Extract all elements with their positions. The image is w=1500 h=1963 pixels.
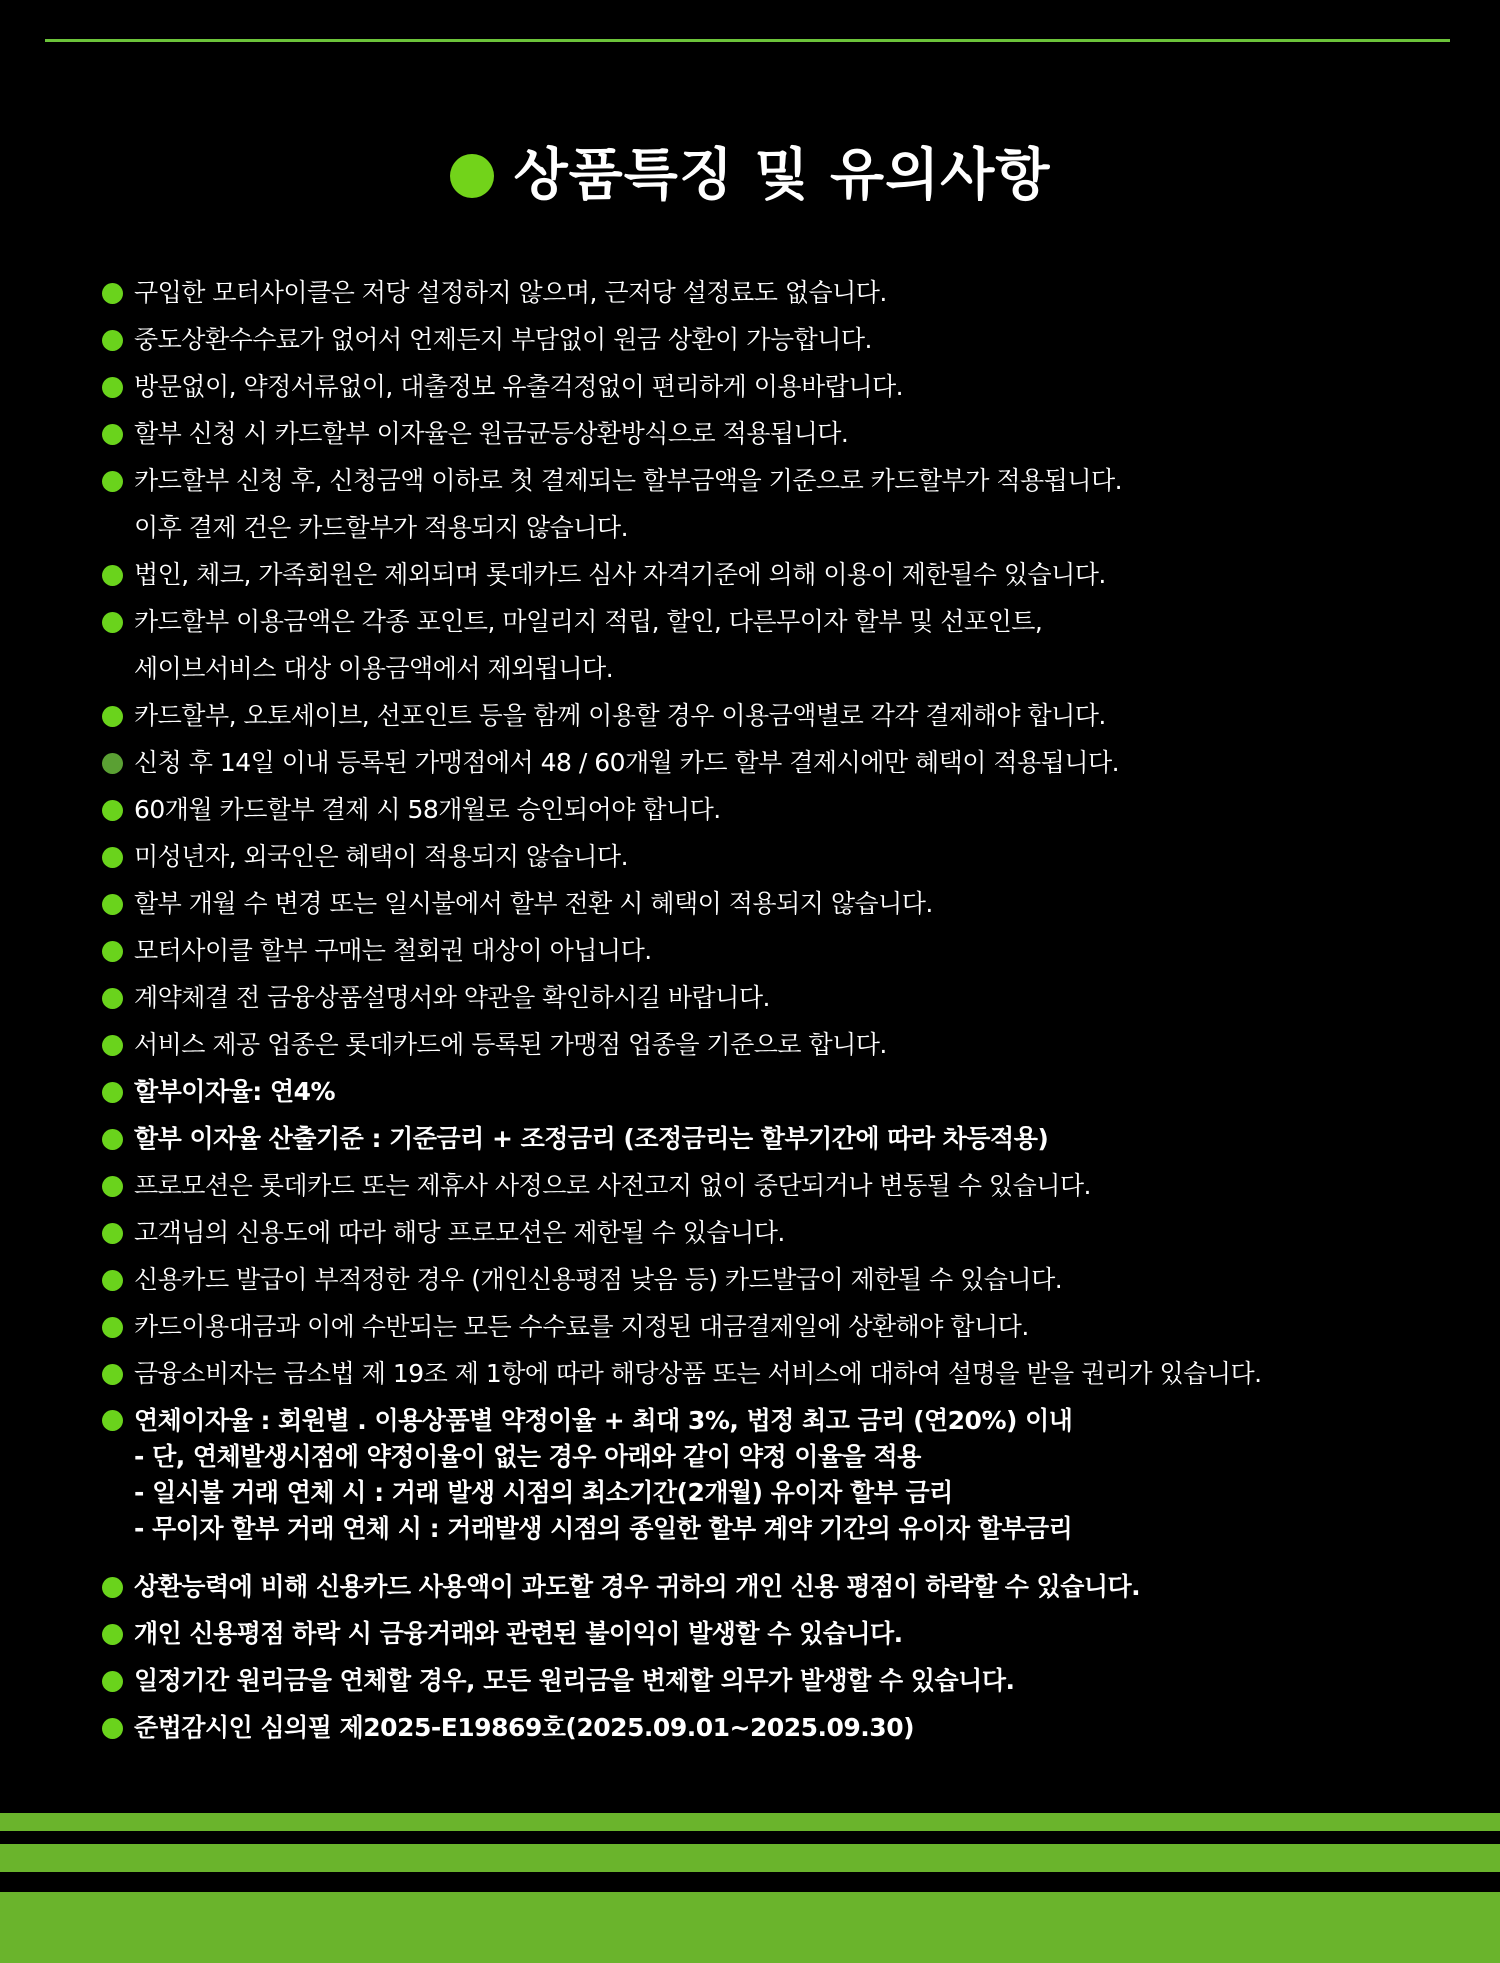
notice-text-line: 카드이용대금과 이에 수반되는 모든 수수료를 지정된 대금결제일에 상환해야 합니다. bbox=[134, 1312, 1029, 1341]
notice-item bbox=[102, 1115, 1472, 1162]
notice-text-line: 계약체결 전 금융상품설명서와 약관을 확인하시길 바랍니다. bbox=[134, 983, 770, 1012]
notice-item bbox=[102, 363, 1472, 410]
notice-text-line: 준법감시인 심의필 제2025-E19869호(2025.09.01~2025.09.30) bbox=[134, 1713, 915, 1742]
bullet-dot-icon bbox=[102, 1364, 123, 1385]
bullet-dot-icon bbox=[102, 612, 123, 633]
bullet-dot-icon bbox=[102, 1035, 123, 1056]
bullet-dot-icon bbox=[102, 1577, 123, 1598]
notice-text-line: 구입한 모터사이클은 저당 설정하지 않으며, 근저당 설정료도 없습니다. bbox=[134, 278, 887, 307]
notice-text-line: 모터사이클 할부 구매는 철회권 대상이 아닙니다. bbox=[134, 936, 652, 965]
notice-list bbox=[102, 269, 1472, 1751]
notice-text-line: 중도상환수수료가 없어서 언제든지 부담없이 원금 상환이 가능합니다. bbox=[134, 325, 872, 354]
notice-text-line: 카드할부 이용금액은 각종 포인트, 마일리지 적립, 할인, 다른무이자 할부 및 선포인트, bbox=[134, 607, 1043, 636]
bullet-dot-icon bbox=[102, 1129, 123, 1150]
notice-text-line: 개인 신용평점 하락 시 금융거래와 관련된 불이익이 발생할 수 있습니다. bbox=[134, 1619, 903, 1648]
notice-item bbox=[102, 551, 1472, 598]
bullet-dot-icon bbox=[102, 377, 123, 398]
notice-item bbox=[102, 598, 1472, 692]
notice-text-line: - 일시불 거래 연체 시 : 거래 발생 시점의 최소기간(2개월) 유이자 할부 금리 bbox=[134, 1478, 953, 1507]
bullet-dot-icon bbox=[102, 283, 123, 304]
notice-item bbox=[102, 1068, 1472, 1115]
notice-item bbox=[102, 1704, 1472, 1751]
top-divider-line bbox=[45, 39, 1450, 42]
footer-stripe-thin bbox=[0, 1813, 1500, 1831]
notice-text-line: 상환능력에 비해 신용카드 사용액이 과도할 경우 귀하의 개인 신용 평점이 하락할 수 있습니다. bbox=[134, 1572, 1141, 1601]
notice-text-line: 일정기간 원리금을 연체할 경우, 모든 원리금을 변제할 의무가 발생할 수 있습니다. bbox=[134, 1666, 1015, 1695]
notice-item bbox=[102, 1657, 1472, 1704]
notice-item bbox=[102, 1162, 1472, 1209]
bullet-dot-icon bbox=[102, 941, 123, 962]
notice-item bbox=[102, 1397, 1472, 1563]
notice-text-line: 카드할부 신청 후, 신청금액 이하로 첫 결제되는 할부금액을 기준으로 카드할부가 적용됩니다. bbox=[134, 466, 1123, 495]
notice-text-line: 할부이자율: 연4% bbox=[134, 1077, 336, 1106]
notice-item bbox=[102, 410, 1472, 457]
notice-item bbox=[102, 1256, 1472, 1303]
bullet-dot-icon bbox=[102, 1624, 123, 1645]
bullet-dot-icon bbox=[102, 1410, 123, 1431]
notice-item bbox=[102, 739, 1472, 786]
bullet-dot-icon bbox=[102, 565, 123, 586]
notice-text-line: 할부 신청 시 카드할부 이자율은 원금균등상환방식으로 적용됩니다. bbox=[134, 419, 849, 448]
notice-item bbox=[102, 1209, 1472, 1256]
notice-text-line: 세이브서비스 대상 이용금액에서 제외됩니다. bbox=[134, 654, 614, 683]
bullet-dot-icon bbox=[102, 424, 123, 445]
notice-text-line: 프로모션은 롯데카드 또는 제휴사 사정으로 사전고지 없이 중단되거나 변동될 수 있습니다. bbox=[134, 1171, 1091, 1200]
bullet-dot-icon bbox=[102, 706, 123, 727]
section-title-text: 상품특징 및 유의사항 bbox=[513, 143, 1051, 208]
notice-item bbox=[102, 833, 1472, 880]
bullet-dot-icon bbox=[102, 1176, 123, 1197]
notice-item bbox=[102, 1021, 1472, 1068]
notice-text-line: 서비스 제공 업종은 롯데카드에 등록된 가맹점 업종을 기준으로 합니다. bbox=[134, 1030, 887, 1059]
bullet-dot-icon bbox=[102, 894, 123, 915]
notice-text-line: - 단, 연체발생시점에 약정이율이 없는 경우 아래와 같이 약정 이율을 적용 bbox=[134, 1442, 921, 1471]
notice-text-line: 방문없이, 약정서류없이, 대출정보 유출걱정없이 편리하게 이용바랍니다. bbox=[134, 372, 904, 401]
notice-item bbox=[102, 1303, 1472, 1350]
bullet-dot-icon bbox=[102, 1082, 123, 1103]
bullet-dot-icon bbox=[102, 800, 123, 821]
notice-text-line: 카드할부, 오토세이브, 선포인트 등을 함께 이용할 경우 이용금액별로 각각 결제해야 합니다. bbox=[134, 701, 1106, 730]
title-bullet-icon bbox=[450, 154, 494, 198]
notice-text-line: 할부 개월 수 변경 또는 일시불에서 할부 전환 시 혜택이 적용되지 않습니다. bbox=[134, 889, 933, 918]
notice-item bbox=[102, 786, 1472, 833]
notice-item bbox=[102, 269, 1472, 316]
bullet-dot-icon bbox=[102, 753, 123, 774]
bullet-dot-icon bbox=[102, 1270, 123, 1291]
notice-text-line: 신용카드 발급이 부적정한 경우 (개인신용평점 낮음 등) 카드발급이 제한될 수 있습니다. bbox=[134, 1265, 1063, 1294]
bullet-dot-icon bbox=[102, 847, 123, 868]
notice-text-line: - 무이자 할부 거래 연체 시 : 거래발생 시점의 종일한 할부 계약 기간의 유이자 할부금리 bbox=[134, 1514, 1073, 1543]
section-title bbox=[0, 136, 1500, 216]
notice-item bbox=[102, 927, 1472, 974]
bullet-dot-icon bbox=[102, 1671, 123, 1692]
notice-item bbox=[102, 1350, 1472, 1397]
notice-text-line: 할부 이자율 산출기준 : 기준금리 + 조정금리 (조정금리는 할부기간에 따라 차등적용) bbox=[134, 1124, 1049, 1153]
notice-text-line: 미성년자, 외국인은 혜택이 적용되지 않습니다. bbox=[134, 842, 629, 871]
notice-text-line: 이후 결제 건은 카드할부가 적용되지 않습니다. bbox=[134, 513, 629, 542]
notice-item bbox=[102, 316, 1472, 363]
notice-item bbox=[102, 1610, 1472, 1657]
bullet-dot-icon bbox=[102, 988, 123, 1009]
bullet-dot-icon bbox=[102, 1718, 123, 1739]
bullet-dot-icon bbox=[102, 1223, 123, 1244]
notice-text-line: 연체이자율 : 회원별 . 이용상품별 약정이율 + 최대 3%, 법정 최고 금리 (연20%) 이내 bbox=[134, 1406, 1073, 1435]
notice-item bbox=[102, 692, 1472, 739]
notice-item bbox=[102, 457, 1472, 551]
notice-item bbox=[102, 880, 1472, 927]
notice-text-line: 고객님의 신용도에 따라 해당 프로모션은 제한될 수 있습니다. bbox=[134, 1218, 785, 1247]
bullet-dot-icon bbox=[102, 1317, 123, 1338]
notice-item bbox=[102, 1563, 1472, 1610]
footer-stripe-medium bbox=[0, 1844, 1500, 1872]
notice-text-line: 법인, 체크, 가족회원은 제외되며 롯데카드 심사 자격기준에 의해 이용이 제한될수 있습니다. bbox=[134, 560, 1106, 589]
bullet-dot-icon bbox=[102, 471, 123, 492]
bullet-dot-icon bbox=[102, 330, 123, 351]
footer-stripe-wide bbox=[0, 1892, 1500, 1963]
notice-item bbox=[102, 974, 1472, 1021]
notice-text-line: 60개월 카드할부 결제 시 58개월로 승인되어야 합니다. bbox=[134, 795, 721, 824]
notice-text-line: 금융소비자는 금소법 제 19조 제 1항에 따라 해당상품 또는 서비스에 대하여 설명을 받을 권리가 있습니다. bbox=[134, 1359, 1262, 1388]
notice-text-line: 신청 후 14일 이내 등록된 가맹점에서 48 / 60개월 카드 할부 결제시에만 혜택이 적용됩니다. bbox=[134, 748, 1120, 777]
